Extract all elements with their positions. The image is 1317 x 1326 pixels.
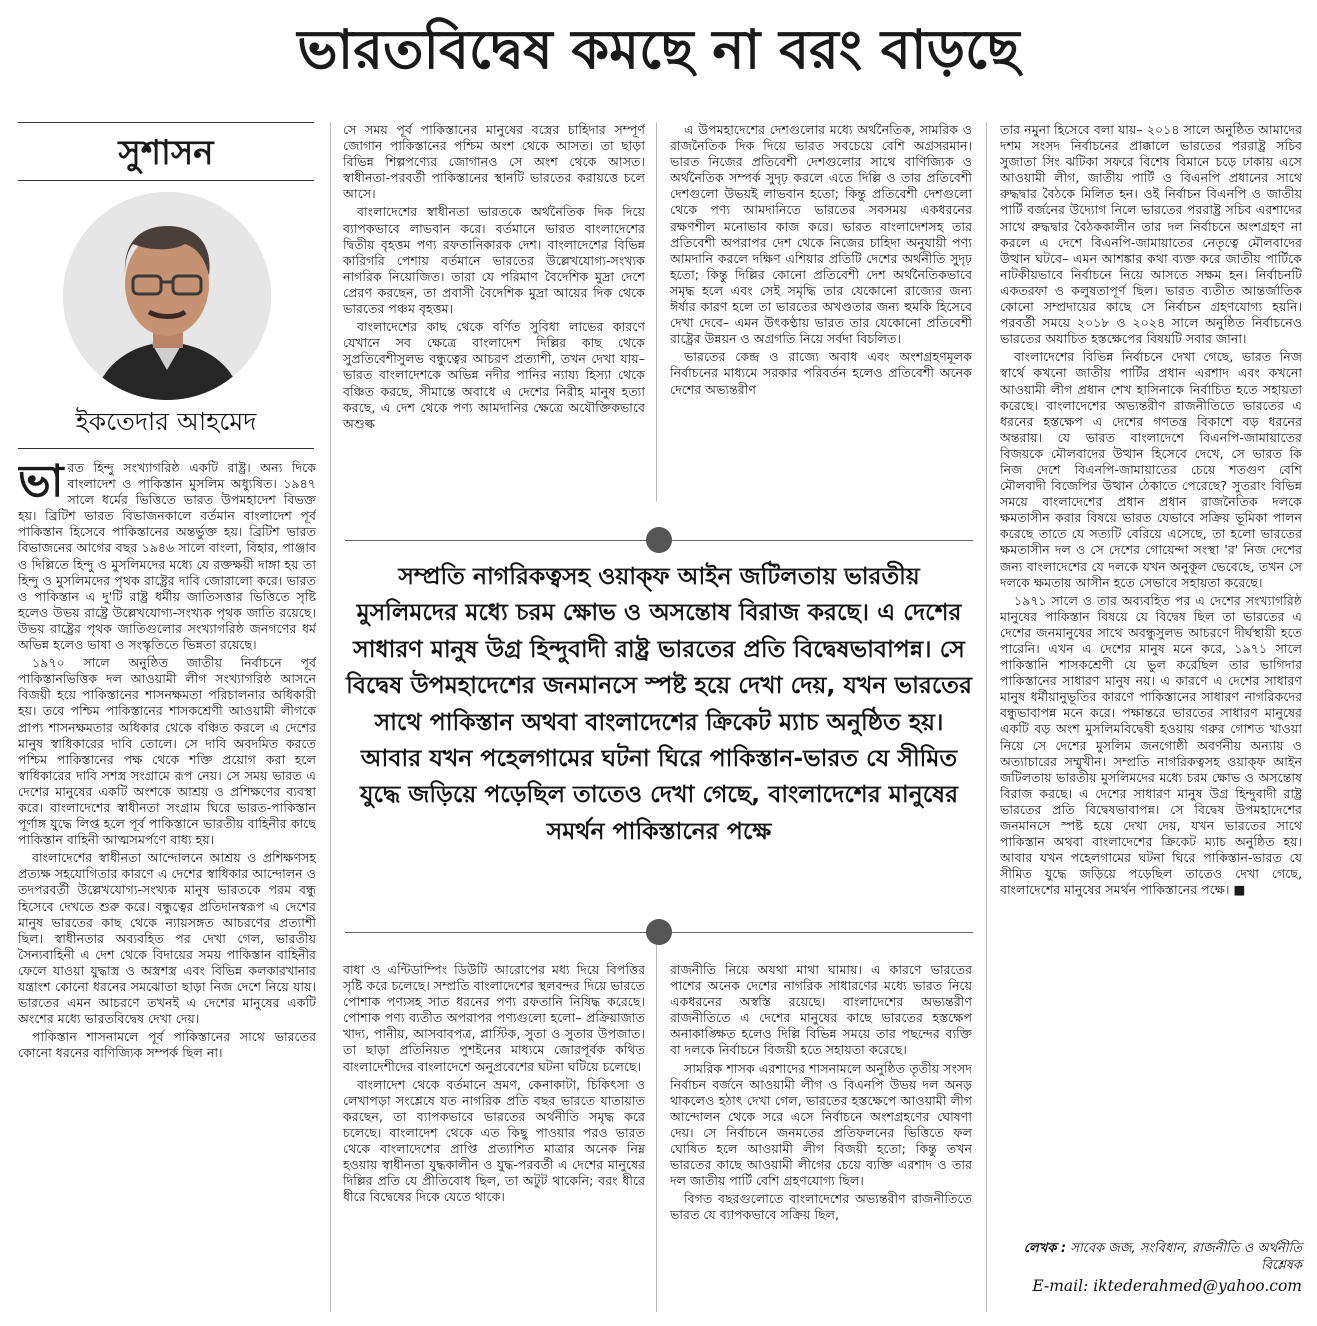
pull-quote: সম্প্রতি নাগরিকত্বসহ ওয়াক্ফ আইন জটিলতায় ভারতীয় মুসলিমদের মধ্যে চরম ক্ষোভ ও অসন্তোষ বিরাজ করছে। এ দেশের সাধারণ মানুষ উগ্র হিন্দুবাদী রাষ্ট্র ভারতের প্রতি বিদ্বেষভাবাপন্ন। সে বিদ্বেষ উপমহাদেশের জনমানসে স্পষ্ট হয়ে দেখা দেয়, যখন ভারতের সাথে পাকিস্তান অথবা বাংলাদেশের ক্রিকেট ম্যাচ অনুষ্ঠিত হয়। আবার যখন পহেলগামের ঘটনা ঘিরে পাকিস্তান-ভারত যে সীমিত যুদ্ধে জড়িয়ে পড়েছিল তাতেও দেখা গেছে, বাংলাদেশের মানুষের সমর্থন পাকিস্তানের পক্ষে bbox=[346, 562, 972, 845]
pull-quote-top-dot bbox=[646, 527, 672, 553]
paragraph: ১৯৭১ সালে ও তার অব্যবহিত পর এ দেশের সংখ্যাগরিষ্ঠ মানুষের পাকিস্তান বিষয়ে যে বিদ্বেষ ছিল তা ভারতের এ দেশের জনমানুষের সাথে অবন্ধুসুলভ আচরণে দীর্ঘস্থায়ী হতে পারেনি। এখন এ দেশের মানুষ মনে করে, ১৯৭১ সালে পাকিস্তানি শাসকশ্রেণী যে ভুল করেছিল তার ভাগিদার পাকিস্তানের সাধারণ মানুষ নয়। এ কারণে এ দেশের সাধারণ মানুষ ধর্মীয়ানুভূতির কারণে পাকিস্তানের সাধারণ নাগরিকদের বন্ধুভাবাপন্ন মনে করে। পক্ষান্তরে ভারতের সাধারণ মানুষের একটি বড় অংশ মুসলিমবিদ্বেষী হওয়ায় গরুর গোশত খাওয়া নিয়ে সে দেশের মুসলিম জনগোষ্ঠী অবর্ণনীয় অন্যায় ও অত্যাচারের সম্মুখীন। সম্প্রতি নাগরিকত্বসহ ওয়াক্ফ আইন জটিলতায় ভারতীয় মুসলিমদের মধ্যে চরম ক্ষোভ ও অসন্তোষ বিরাজ করছে। এ দেশের সাধারণ মানুষ উগ্র হিন্দুবাদী রাষ্ট্র ভারতের প্রতি বিদ্বেষভাবাপন্ন। সে বিদ্বেষ উপমহাদেশের জনমানসে স্পষ্ট হয়ে দেখা দেয়, যখন ভারতের সাথে পাকিস্তান অথবা বাংলাদেশের ক্রিকেট ম্যাচ অনুষ্ঠিত হয়। আবার যখন পহেলগামের ঘটনা ঘিরে পাকিস্তান-ভারত যে সীমিত যুদ্ধে জড়িয়ে পড়েছিল তাতেও দেখা গেছে, বাংলাদেশের মানুষের সমর্থন পাকিস্তানের পক্ষে। ■ bbox=[1000, 592, 1302, 898]
paragraph: পাকিস্তান শাসনামলে পূর্ব পাকিস্তানের সাথে ভারতের কোনো ধরনের বাণিজ্যিক সম্পর্ক ছিল না। bbox=[18, 1029, 316, 1061]
paragraph: বাংলাদেশের স্বাধীনতা ভারতকে অর্থনৈতিক দিক দিয়ে ব্যাপকভাবে লাভবান করে। বর্তমানে ভারত বাংলাদেশের দ্বিতীয় বৃহত্তম পণ্য রফতানিকারক দেশ। বাংলাদেশের বিভিন্ন কারিগরি পেশায় বর্তমানে ভারতের উল্লেখযোগ্য-সংখ্যক নাগরিক নিয়োজিত। তারা যে পরিমাণ বৈদেশিক মুদ্রা দেশে প্রেরণ করছেন, তা প্রবাসী বৈদেশিক মুদ্রা আয়ের দিক থেকে ভারতের পঞ্চম বৃহত্তম। bbox=[343, 204, 645, 317]
paragraph: ১৯৭০ সালে অনুষ্ঠিত জাতীয় নির্বাচনে পূর্ব পাকিস্তানভিত্তিক দল আওয়ামী লীগ সংখ্যাগরিষ্ঠ আসনে বিজয়ী হয়ে পাকিস্তানের শাসনক্ষমতা পরিচালনার অধিকারী হয়। তবে পশ্চিম পাকিস্তানের শাসকশ্রেণী আওয়ামী লীগকে প্রাপ্য শাসনক্ষমতার অধিকার থেকে বঞ্চিত করলে এ দেশের মানুষ স্বাধিকারের দাবি তোলে। সে দাবি অবদমিত করতে পশ্চিম পাকিস্তানের পক্ষ থেকে শক্তি প্রয়োগ করা হলে স্বাধিকারের দাবি সশস্ত্র সংগ্রামে রূপ নেয়। সে সময় ভারত এ দেশের মানুষের একটি অংশকে আশ্রয় ও প্রশিক্ষণের ব্যবস্থা করে। বাংলাদেশের স্বাধীনতা সংগ্রাম ঘিরে ভারত-পাকিস্তান পূর্ণাঙ্গ যুদ্ধে লিপ্ত হলে পূর্ব পাকিস্তানে ভারতীয় বাহিনীর কাছে পাকিস্তান বাহিনী আত্মসমর্পণে বাধ্য হয়। bbox=[18, 655, 316, 848]
author-photo bbox=[63, 192, 271, 400]
paragraph: তার নমুনা হিসেবে বলা যায়– ২০১৪ সালে অনুষ্ঠিত আমাদের দশম সংসদ নির্বাচনের প্রাক্কালে ভারতের পররাষ্ট্র সচিব সুজাতা সিং ঝটিকা সফরে বিশেষ বিমানে চড়ে ঢাকায় এসে আওয়ামী লীগ, জাতীয় পার্টি ও বিএনপি প্রধানের সাথে রুদ্ধদ্বার বৈঠকে মিলিত হন। ওই নির্বাচন বিএনপি ও জাতীয় পার্টি বর্জনের উদ্যোগ নিলে ভারতের পররাষ্ট্র সচিব এরশাদের সাথে রুদ্ধদ্বার বৈঠককালীন তার দল নির্বাচনে অংশগ্রহণ না করলে এ দেশে বিএনপি-জামায়াতের নেতৃত্বে মৌলবাদের উত্থান ঘটবে– এমন আশঙ্কার কথা ব্যক্ত করে জাতীয় পার্টিকে নাটকীয়ভাবে নির্বাচনে নিয়ে আসতে সক্ষম হন। নির্বাচনটি একতরফা ও কলুষতাপূর্ণ ছিল। ভারত ব্যতীত আন্তর্জাতিক কোনো সম্প্রদায়ের কাছে সে নির্বাচন গ্রহণযোগ্য হয়নি। পরবর্তী সময়ে ২০১৮ ও ২০২৪ সালে অনুষ্ঠিত নির্বাচনেও ভারতের অযাচিত হস্তক্ষেপের বিষয়টি সবার জানা। bbox=[1000, 122, 1302, 347]
section-top-rule bbox=[18, 122, 314, 123]
paragraph: বাংলাদেশের বিভিন্ন নির্বাচনে দেখা গেছে, ভারত নিজ স্বার্থে কখনো জাতীয় পার্টির প্রধান এরশাদ এবং কখনো আওয়ামী লীগ প্রধান শেখ হাসিনাকে নির্বাচিত হতে সহায়তা করেছে। বাংলাদেশের অভ্যন্তরীণ রাজনীতিতে ভারতের এ ধরনের হস্তক্ষেপ এ দেশের গণতন্ত্র বিকাশে বড় ধরনের অন্তরায়। যে ভারত বাংলাদেশে বিএনপি-জামায়াতের বিজয়কে মৌলবাদের উত্থান হিসেবে দেখে, সে ভারত কি নিজ দেশে বিএনপি-জামায়াতের চেয়ে শতগুণ বেশি মৌলবাদী বিজেপির উত্থান ঠেকাতে পেরেছে? সুতরাং বিভিন্ন সময়ে বাংলাদেশের প্রধান প্রধান রাজনৈতিক দলকে ক্ষমতাসীন করার বিষয়ে ভারত যেভাবে সক্রিয় ভূমিকা পালন করেছে তাতে যে সত্যটি বেরিয়ে এসেছে, তা হলো ভারতের ক্ষমতাসীন দল ও সে দেশের গোয়েন্দা সংস্থা 'র' নিজ দেশের জন্য বাংলাদেশের যে দলকে যখন অনুকূল ভেবেছে, তখন সে দলকে ক্ষমতায় আসীন হতে সেভাবে সহায়তা করেছে। bbox=[1000, 349, 1302, 590]
paragraph: বাংলাদেশের স্বাধীনতা আন্দোলনে আশ্রয় ও প্রশিক্ষণসহ প্রত্যক্ষ সহযোগিতার কারণে এ দেশের স্বাধিকার আন্দোলন ও তদপরবর্তী উল্লেখযোগ্য-সংখ্যক মানুষ ভারতকে পরম বন্ধু হিসেবে দেখতে শুরু করে। বন্ধুত্বের প্রতিদানস্বরূপ এ দেশের মানুষ ভারতের কাছ থেকে ন্যায়সঙ্গত আচরণের প্রত্যাশী ছিল। স্বাধীনতার অব্যবহিত পর দেখা গেল, ভারতীয় সৈন্যবাহিনী এ দেশ থেকে বিদায়ের সময় পাকিস্তান বাহিনীর ফেলে যাওয়া যুদ্ধাস্ত্র ও অস্ত্রশস্ত্র এবং বিভিন্ন কলকারখানার যন্ত্রাংশ কোনো ধরনের সমঝোতা ছাড়া নিজ দেশে নিয়ে যায়। ভারতের এমন আচরণে তখনই এ দেশের মানুষের একটি অংশের মধ্যে ভারতবিদ্বেষ দেখা দেয়। bbox=[18, 850, 316, 1027]
drop-cap: ভা bbox=[18, 460, 64, 507]
paragraph: ভারত হিন্দু সংখ্যাগরিষ্ঠ একটি রাষ্ট্র। অন্য দিকে বাংলাদেশ ও পাকিস্তান মুসলিম অধ্যুষিত। ১৯৪৭ সালে ধর্মের ভিত্তিতে ভারত উপমহাদেশ বিভক্ত হয়। ব্রিটিশ ভারত বিভাজনকালে বর্তমান বাংলাদেশ পূর্ব পাকিস্তান হিসেবে পাকিস্তানের অন্তর্ভুক্ত হয়। ব্রিটিশ ভারত বিভাজনের আগের বছর ১৯৪৬ সালে বাংলা, বিহার, পাঞ্জাব ও দিল্লিতে হিন্দু ও মুসলিমদের মধ্যে যে রক্তক্ষয়ী দাঙ্গা হয় তা হিন্দু ও মুসলিমদের পৃথক রাষ্ট্রের দাবি জোরালো করে। ভারত ও পাকিস্তান এ দু'টি রাষ্ট্র ধর্মীয় জাতিসত্তার ভিত্তিতে সৃষ্টি হলেও উভয় রাষ্ট্রে উল্লেখযোগ্য-সংখ্যক পৃথক জাতি রয়েছে। উভয় রাষ্ট্রের পৃথক জাতিগুলোর সংখ্যাগরিষ্ঠ জনগণের ধর্ম অভিন্ন হলেও ভাষা ও সংস্কৃতিতে ভিন্নতা রয়েছে। bbox=[18, 460, 316, 653]
column-divider bbox=[986, 122, 987, 1312]
author-email[interactable]: E-mail: iktederahmed@yahoo.com bbox=[1032, 1277, 1302, 1295]
paragraph: ভারতের কেন্দ্র ও রাজ্যে অবাধ এবং অংশগ্রহণমূলক নির্বাচনের মাধ্যমে সরকার পরিবর্তন হলেও প্রতিবেশী অনেক দেশের অভ্যন্তরীণ bbox=[670, 349, 972, 397]
paragraph: বাধা ও এন্টিডাম্পিং ডিউটি আরোপের মধ্য দিয়ে বিপত্তির সৃষ্টি করে চলেছে। সম্প্রতি বাংলাদেশের স্থলবন্দর দিয়ে ভারতে পোশাক পণ্যসহ সাত ধরনের পণ্য রফতানি নিষিদ্ধ করেছে। পোশাক পণ্য ব্যতীত অপরাপর পণ্যগুলো হলো– প্রক্রিয়াজাত খাদ্য, পানীয়, আসবাবপত্র, প্লাস্টিক, সুতা ও সুতার উপজাত। তা ছাড়া প্রতিনিয়ত পুশইনের মাধ্যমে জোরপূর্বক কথিত বাংলাদেশীদের বাংলাদেশে অনুপ্রবেশের ঘটনা ঘটিয়ে চলেছে। bbox=[343, 962, 645, 1074]
author-credit-label: লেখক : bbox=[1023, 1241, 1067, 1256]
author-photo-illustration bbox=[63, 192, 271, 400]
author-bottom-rule bbox=[18, 448, 314, 449]
author-credit bbox=[1000, 1240, 1302, 1274]
article-column-2-top bbox=[343, 122, 645, 506]
author-credit-text: সাবেক জজ, সংবিধান, রাজনীতি ও অর্থনীতি বিশ্লেষক bbox=[1070, 1241, 1302, 1273]
paragraph: বিগত বছরগুলোতে বাংলাদেশের অভ্যন্তরীণ রাজনীতিতে ভারত যে ব্যাপকভাবে সক্রিয় ছিল, bbox=[670, 1191, 972, 1223]
paragraph: এ উপমহাদেশের দেশগুলোর মধ্যে অর্থনৈতিক, সামরিক ও রাজনৈতিক দিক দিয়ে ভারত সবচেয়ে বেশি অগ্রসরমান। ভারত নিজের প্রতিবেশী দেশগুলোর সাথে বাণিজ্যিক ও অর্থনৈতিক সম্পর্ক সুদৃঢ় করলে এতে দিল্লি ও তার প্রতিবেশী দেশগুলো উভয়ই লাভবান হতো; কিন্তু প্রতিবেশী দেশগুলো থেকে পণ্য আমদানিতে ভারতের সবসময় একধরনের রক্ষণশীল মনোভাব কাজ করে। ভারত বাংলাদেশসহ তার প্রতিবেশী অপরাপর দেশ থেকে নিজের চাহিদা অনুযায়ী পণ্য আমদানি করলে দক্ষিণ এশিয়ার প্রতিটি দেশের অর্থনীতি সুদৃঢ় হতো; কিন্তু দিল্লির কোনো প্রতিবেশী দেশ অর্থনৈতিকভাবে সমৃদ্ধ হলে এবং সেই সমৃদ্ধি তার যেকোনো রাজ্যের জন্য ঈর্ষার কারণ হলে তা ভারতের অখণ্ডতার জন্য হুমকি হিসেবে দেখা দেবে– এমন উৎকণ্ঠায় ভারত তার যেকোনো প্রতিবেশী রাষ্ট্রের উন্নয়ন ও অগ্রগতি নিয়ে সর্বদা বিচলিত। bbox=[670, 122, 972, 347]
author-name: ইকতেদার আহমেদ bbox=[75, 407, 257, 436]
article-column-4 bbox=[1000, 122, 1302, 1236]
article-column-3-bottom bbox=[670, 962, 972, 1314]
headline: ভারতবিদ্বেষ কমছে না বরং বাড়ছে bbox=[297, 18, 1020, 81]
article-column-2-bottom bbox=[343, 962, 645, 1314]
section-bottom-rule bbox=[18, 180, 314, 181]
article-column-3-top bbox=[670, 122, 972, 506]
paragraph: সে সময় পূর্ব পাকিস্তানের মানুষের বস্ত্রের চাহিদার সম্পূর্ণ জোগান পাকিস্তানের পশ্চিম অংশ থেকে আসত। তা ছাড়া বিভিন্ন শিল্পপণ্যের জোগানও সে অংশ থেকে আসত। স্বাধীনতা-পরবর্তী পাকিস্তানের স্থানটি ভারতের করায়ত্তে চলে আসে। bbox=[343, 122, 645, 202]
pull-quote-bottom-dot bbox=[646, 919, 672, 945]
paragraph: সামরিক শাসক এরশাদের শাসনামলে অনুষ্ঠিত তৃতীয় সংসদ নির্বাচন বর্জনে আওয়ামী লীগ ও বিএনপি উভয় দল অনড় থাকলেও হঠাৎ দেখা গেল, ভারতের হস্তক্ষেপে আওয়ামী লীগ আন্দোলন থেকে সরে এসে নির্বাচনে অংশগ্রহণের ঘোষণা দেয়। সে নির্বাচনে জনমতের প্রতিফলনের ভিত্তিতে ফল ঘোষিত হলে আওয়ামী লীগ বিজয়ী হতো; কিন্তু তখন ভারতের কাছে আওয়ামী লীগের চেয়ে ব্যক্তি এরশাদ ও তার দল জাতীয় পার্টি বেশি গ্রহণযোগ্য ছিল। bbox=[670, 1060, 972, 1189]
column-divider bbox=[656, 932, 657, 1312]
section-label: সুশাসন bbox=[118, 133, 214, 173]
paragraph: রাজনীতি নিয়ে অযথা মাথা ঘামায়। এ কারণে ভারতের পাশের অনেক দেশের নাগরিক সাধারণের মধ্যে ভারত নিয়ে একধরনের অস্বস্তি রয়েছে। বাংলাদেশের অভ্যন্তরীণ রাজনীতিতে এ দেশের মানুষের কাছে ভারতের হস্তক্ষেপ অনাকাঙ্ক্ষিত হলেও দিল্লি বিভিন্ন সময়ে তার পছন্দের ব্যক্তি বা দলকে নির্বাচনে বিজয়ী হতে সহায়তা করেছে। bbox=[670, 962, 972, 1058]
column-divider bbox=[330, 122, 331, 1312]
paragraph: বাংলাদেশ থেকে বর্তমানে ভ্রমণ, কেনাকাটা, চিকিৎসা ও লেখাপড়া সংশ্লেষে যত নাগরিক প্রতি বছর ভারতে যাতায়াত করছেন, তা ব্যাপকভাবে ভারতের অর্থনীতি সমৃদ্ধ করে চলেছে। বাংলাদেশ থেকে এত কিছু পাওয়ার পরও ভারত থেকে বাংলাদেশের প্রাপ্তি প্রত্যাশিত মাত্রার অনেক নিম্ন হওয়ায় স্বাধীনতা যুদ্ধকালীন ও যুদ্ধ-পরবর্তী এ দেশের মানুষের দিল্লির প্রতি যে প্রীতিবোধ ছিল, তা অটুট থাকেনি; বরং ধীরে ধীরে বিদ্বেষের দিকে যেতে থাকে। bbox=[343, 1076, 645, 1205]
article-column-1 bbox=[18, 460, 316, 1312]
column-divider bbox=[656, 122, 657, 502]
paragraph: বাংলাদেশের কাছ থেকে বর্ণিত সুবিধা লাভের কারণে যেখানে সব ক্ষেত্রে বাংলাদেশ দিল্লির কাছ থেকে সুপ্রতিবেশীসুলভ বন্ধুত্বের আচরণ প্রত্যাশী, তখন দেখা যায়– ভারত বাংলাদেশকে অভিন্ন নদীর পানির ন্যায্য হিস্যা থেকে বঞ্চিত করছে, সীমান্তে অবাধে এ দেশের নিরীহ মানুষ হত্যা করছে, এ দেশ থেকে পণ্য আমদানির ক্ষেত্রে অযৌক্তিকভাবে অশুল্ক bbox=[343, 319, 645, 431]
